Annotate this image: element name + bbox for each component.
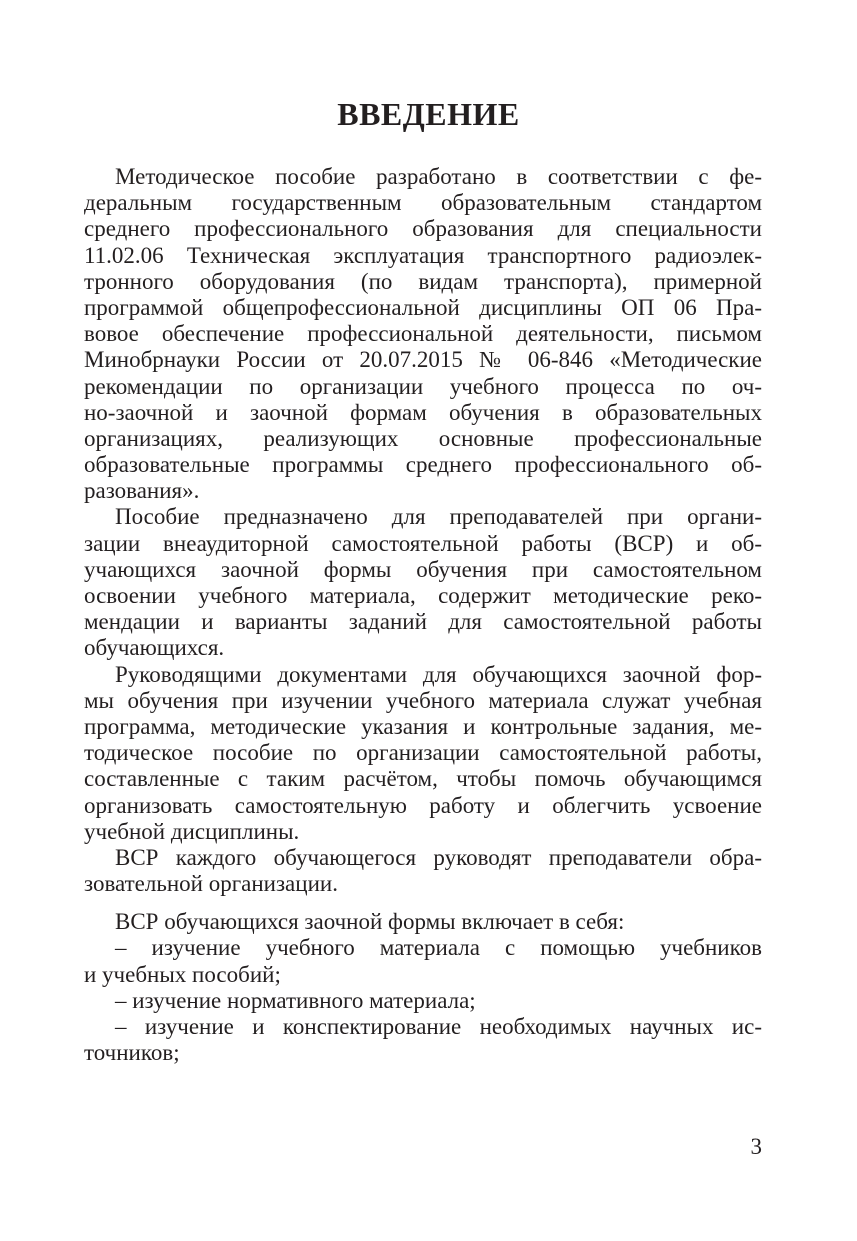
- paragraph: [84, 164, 762, 504]
- text-line: среднего профессионального образования для специальности: [84, 216, 762, 242]
- paragraph: [84, 935, 762, 987]
- paragraph: [84, 909, 762, 935]
- text-line: – изучение учебного материала с помощью учебников: [115, 935, 762, 961]
- text-line: Пособие предназначено для преподавателей при органи-: [115, 504, 762, 530]
- text-line: учебной дисциплины.: [84, 818, 300, 844]
- paragraph: [84, 1014, 762, 1066]
- text-line: разования».: [84, 478, 200, 504]
- page-title: ВВЕДЕНИЕ: [337, 96, 520, 132]
- text-line: рекомендации по организации учебного процесса по оч-: [84, 373, 762, 399]
- text-line: программой общепрофессиональной дисциплины ОП 06 Пра-: [84, 294, 762, 320]
- paragraph: [84, 988, 762, 1014]
- text-line: мы обучения при изучении учебного материала служат учебная: [84, 687, 762, 713]
- text-line: – изучение и конспектирование необходимых научных ис-: [115, 1014, 762, 1039]
- text-line: освоении учебного материала, содержит методические реко-: [84, 583, 762, 608]
- text-line: зовательной организации.: [84, 871, 338, 897]
- text-line: организовать самостоятельную работу и облегчить усвоение: [84, 792, 762, 818]
- page-number: 3: [750, 1134, 762, 1159]
- text-line: организациях, реализующих основные профессиональные: [84, 425, 762, 451]
- text-line: ВСР каждого обучающегося руководят преподаватели обра-: [115, 844, 762, 870]
- text-line: но-заочной и заочной формам обучения в образовательных: [84, 399, 762, 425]
- text-line: – изучение нормативного материала;: [115, 987, 476, 1013]
- text-line: мендации и варианты заданий для самостоятельной работы: [84, 609, 762, 635]
- text-line: тронного оборудования (по видам транспорта), примерной: [84, 268, 762, 294]
- text-line: тодическое пособие по организации самостоятельной работы,: [84, 740, 762, 766]
- text-line: деральным государственным образовательным стандартом: [84, 190, 762, 216]
- paragraph: [84, 845, 762, 897]
- text-line: учающихся заочной формы обучения при самостоятельном: [84, 556, 762, 582]
- text-line: ВСР обучающихся заочной формы включает в себя:: [115, 909, 625, 935]
- text-line: обучающихся.: [84, 635, 225, 661]
- body-text: [84, 164, 762, 1066]
- text-line: вовое обеспечение профессиональной деятельности, письмом: [84, 321, 762, 347]
- text-line: Руководящими документами для обучающихся заочной фор-: [115, 661, 762, 687]
- text-line: зации внеаудиторной самостоятельной работы (ВСР) и об-: [84, 530, 762, 556]
- text-line: составленные с таким расчётом, чтобы помочь обучающимся: [84, 766, 762, 792]
- text-line: и учебных пособий;: [84, 961, 281, 987]
- paragraph: [84, 504, 762, 661]
- paragraph-gap: [84, 897, 762, 909]
- paragraph: [84, 662, 762, 845]
- text-line: программа, методические указания и контрольные задания, ме-: [84, 713, 762, 739]
- text-line: 11.02.06 Техническая эксплуатация транспортного радиоэлек-: [84, 242, 762, 268]
- text-line: Методическое пособие разработано в соответствии с фе-: [115, 164, 762, 189]
- text-line: образовательные программы среднего профессионального об-: [84, 452, 762, 478]
- text-line: Минобрнауки России от 20.07.2015 № 06-846 «Методические: [84, 347, 762, 373]
- text-line: точников;: [84, 1040, 180, 1066]
